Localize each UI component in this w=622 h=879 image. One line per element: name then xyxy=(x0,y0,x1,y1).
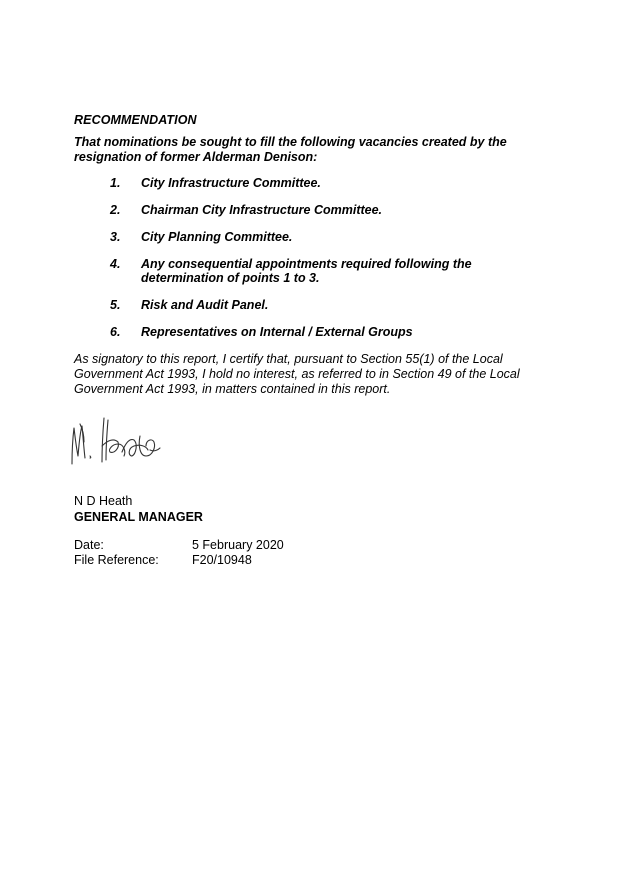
list-item xyxy=(110,203,550,217)
document-metadata xyxy=(74,538,284,568)
certification-statement: As signatory to this report, I certify that, pursuant to Section 55(1) of the Local Government Act 1993, I hold no interest, as referred to in Section 49 of the Local Government Act 1993, in matters contained in this report. xyxy=(74,352,520,396)
list-item-text: Chairman City Infrastructure Committee. xyxy=(141,203,383,217)
recommendation-list xyxy=(110,176,550,339)
date-value: 5 February 2020 xyxy=(192,538,284,552)
list-item-text: City Planning Committee. xyxy=(141,230,293,244)
recommendation-heading: RECOMMENDATION xyxy=(74,113,197,127)
list-item-number: 5. xyxy=(110,298,121,312)
list-item-text: Any consequential appointments required following the determination of points 1 to 3. xyxy=(141,257,472,285)
list-item-number: 6. xyxy=(110,325,121,339)
list-item xyxy=(110,230,550,244)
list-item-number: 3. xyxy=(110,230,121,244)
list-item xyxy=(110,257,550,285)
list-item xyxy=(110,325,550,339)
file-reference-value: F20/10948 xyxy=(192,553,252,567)
list-item-number: 2. xyxy=(110,203,121,217)
signatory-title: GENERAL MANAGER xyxy=(74,510,203,524)
list-item xyxy=(110,176,550,190)
handwritten-signature xyxy=(66,406,166,472)
list-item-text: Risk and Audit Panel. xyxy=(141,298,269,312)
date-row xyxy=(74,538,284,553)
recommendation-intro: That nominations be sought to fill the following vacancies created by the resignation of former Alderman Denison: xyxy=(74,135,507,164)
list-item-number: 4. xyxy=(110,257,121,271)
signatory-name: N D Heath xyxy=(74,494,133,508)
list-item-number: 1. xyxy=(110,176,121,190)
date-label: Date: xyxy=(74,538,104,552)
file-reference-label: File Reference: xyxy=(74,553,159,567)
list-item xyxy=(110,298,550,312)
list-item-text: Representatives on Internal / External Groups xyxy=(141,325,413,339)
list-item-text: City Infrastructure Committee. xyxy=(141,176,321,190)
file-reference-row xyxy=(74,553,284,568)
